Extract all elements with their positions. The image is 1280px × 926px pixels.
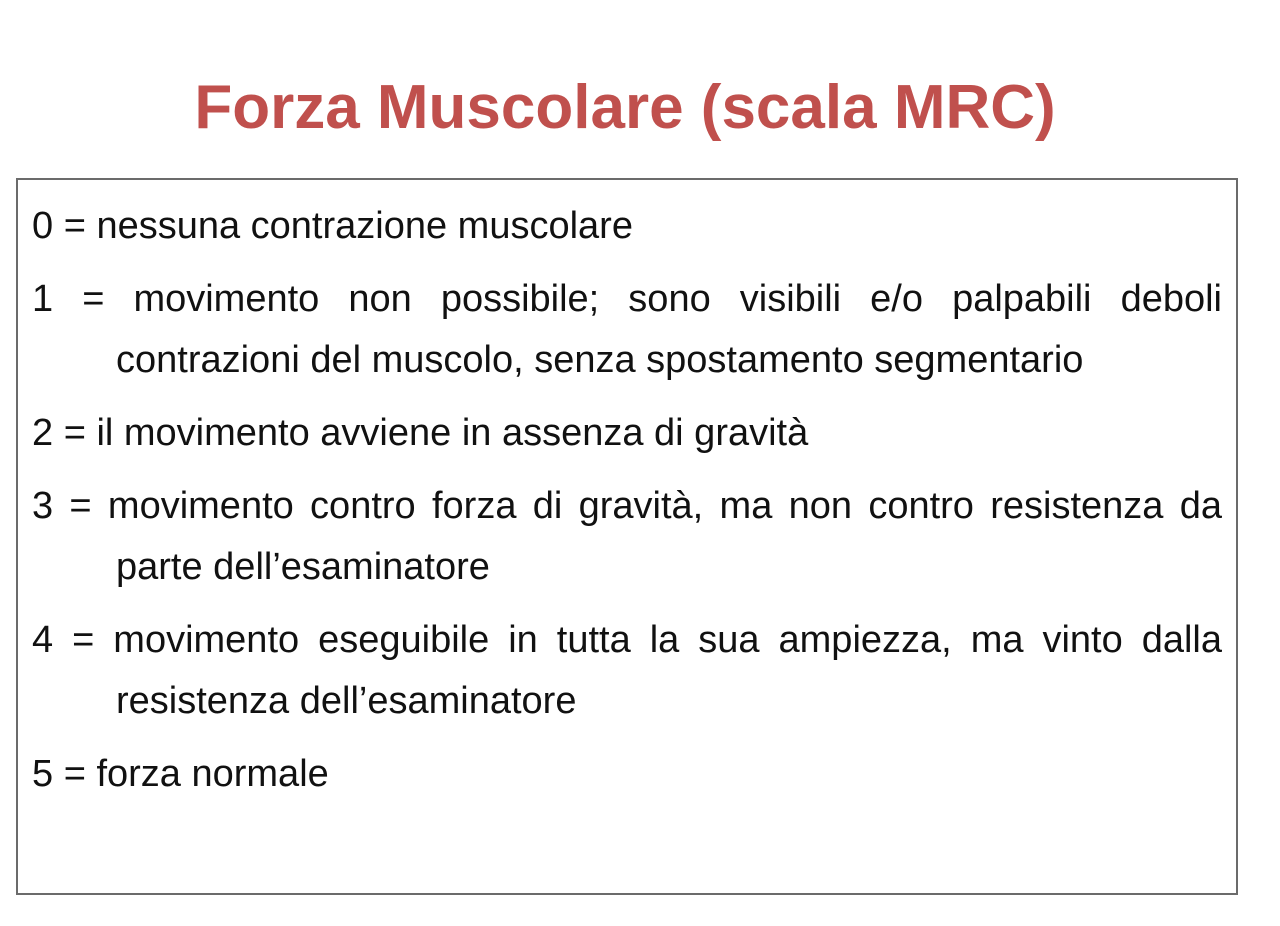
scale-item-4: 4 = movimento eseguibile in tutta la sua ampiezza, ma vinto dalla resistenza dell’esaminatore <box>32 619 1222 722</box>
scale-item-1: 1 = movimento non possibile; sono visibili e/o palpabili deboli contrazioni del muscolo, senza spostamento segmentario <box>32 278 1222 381</box>
scale-item-3: 3 = movimento contro forza di gravità, ma non contro resistenza da parte dell’esaminatore <box>32 485 1222 588</box>
scale-item-2: 2 = il movimento avviene in assenza di gravità <box>32 412 809 454</box>
slide-title: Forza Muscolare (scala MRC) <box>194 72 1056 142</box>
scale-item-0: 0 = nessuna contrazione muscolare <box>32 205 633 247</box>
scale-box <box>16 178 1238 895</box>
mrc-scale-list <box>32 196 1222 817</box>
scale-item-5: 5 = forza normale <box>32 753 329 795</box>
